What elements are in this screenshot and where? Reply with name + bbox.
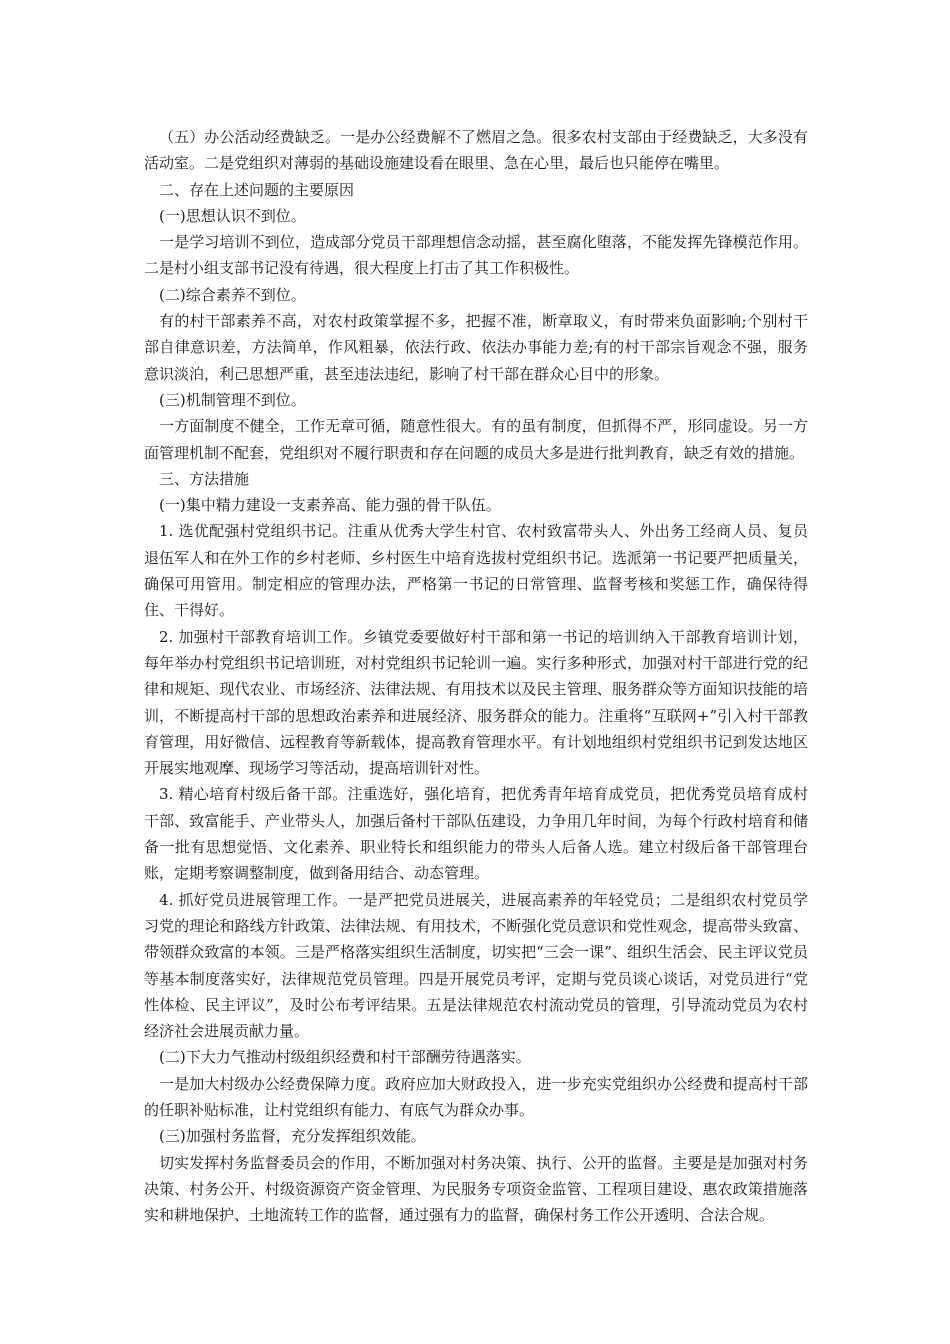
paragraph-supervision: 切实发挥村务监督委员会的作用，不断加强对村务决策、执行、公开的监督。主要是是加强对村务决策、村务公开、村级资源资产资金管理、为民服务专项资金监管、工程项目建设、惠农政策措施落实和耕地保护、土地流转工作的监督，通过强有力的监督，确保村务工作公开透明、合法合规。 <box>144 1153 808 1225</box>
paragraph-quality: 有的村干部素养不高，对农村政策掌握不多，把握不准，断章取义，有时带来负面影响;个别村干部自律意识差，方法简单，作风粗暴，依法行政、依法办事能力差;有的村干部宗旨观念不强，服务意识淡泊，利己思想严重，甚至违法违纪，影响了村干部在群众心目中的形象。 <box>144 312 808 383</box>
subheading-supervision: (三)加强村务监督，充分发挥组织效能。 <box>159 1127 426 1146</box>
section-heading-measures: 三、方法措施 <box>159 469 250 488</box>
subheading-team-building: (一)集中精力建设一支素养高、能力强的骨干队伍。 <box>159 496 501 515</box>
subheading-mechanism: (三)机制管理不到位。 <box>159 390 306 409</box>
section-heading-main-causes: 二、存在上述问题的主要原因 <box>159 180 355 199</box>
paragraph-funding-shortage: （五）办公活动经费缺乏。一是办公经费解不了燃眉之急。很多农村支部由于经费缺乏，大多没有活动室。二是党组织对薄弱的基础设施建设看在眼里、急在心里，最后也只能停在嘴里。 <box>144 128 808 173</box>
subheading-quality: (二)综合素养不到位。 <box>159 285 306 304</box>
paragraph-mechanism: 一方面制度不健全，工作无章可循，随意性很大。有的虽有制度，但抓得不严，形同虚设。另一方面管理机制不配套，党组织对不履行职责和存在问题的成员大多是进行批判教育，缺乏有效的措施。 <box>144 417 808 462</box>
paragraph-measure-3: 3. 精心培育村级后备干部。注重选好，强化培育，把优秀青年培育成党员，把优秀党员培育成村干部、致富能手、产业带头人，加强后备村干部队伍建设，力争用几年时间，为每个行政村培育和储备一批有思想觉悟、文化素养、职业特长和组织能力的带头人后备人选。建立村级后备干部管理台账，定期考察调整制度，做到备用结合、动态管理。 <box>144 785 808 883</box>
paragraph-funding: 一是加大村级办公经费保障力度。政府应加大财政投入，进一步充实党组织办公经费和提高村干部的任职补贴标准，让村党组织有能力、有底气为群众办事。 <box>144 1074 808 1119</box>
paragraph-measure-1: 1. 选优配强村党组织书记。注重从优秀大学生村官、农村致富带头人、外出务工经商人员、复员退伍军人和在外工作的乡村老师、乡村医生中培育选拔村党组织书记。选派第一书记要严把质量关，确保可用管用。制定相应的管理办法，严格第一书记的日常管理、监督考核和奖惩工作，确保待得住、干得好。 <box>144 522 808 620</box>
paragraph-ideology: 一是学习培训不到位，造成部分党员干部理想信念动摇，甚至腐化堕落，不能发挥先锋模范作用。二是村小组支部书记没有待遇，很大程度上打击了其工作积极性。 <box>144 233 808 278</box>
document-body <box>144 124 808 1228</box>
subheading-funding: (二)下大力气推动村级组织经费和村干部酬劳待遇落实。 <box>159 1048 531 1067</box>
paragraph-measure-2: 2. 加强村干部教育培训工作。乡镇党委要做好村干部和第一书记的培训纳入干部教育培训计划，每年举办村党组织书记培训班，对村党组织书记轮训一遍。实行多种形式，加强对村干部进行党的纪律和规矩、现代农业、市场经济、法律法规、有用技术以及民主管理、服务群众等方面知识技能的培训，不断提高村干部的思想政治素养和进展经济、服务群众的能力。注重将“互联网+”引入村干部教育管理，用好微信、远程教育等新载体，提高教育管理水平。有计划地组织村党组织书记到发达地区开展实地观摩、现场学习等活动，提高培训针对性。 <box>144 627 808 778</box>
subheading-ideology: (一)思想认识不到位。 <box>159 206 306 225</box>
paragraph-measure-4: 4. 抓好党员进展管理工作。一是严把党员进展关，进展高素养的年轻党员；二是组织农村党员学习党的理论和路线方针政策、法律法规、有用技术，不断强化党员意识和党性观念，提高带头致富、带领群众致富的本领。三是严格落实组织生活制度，切实把“三会一课”、组织生活会、民主评议党员等基本制度落实好，法律规范党员管理。四是开展党员考评，定期与党员谈心谈话，对党员进行“党性体检、民主评议”，及时公布考评结果。五是法律规范农村流动党员的管理，引导流动党员为农村经济社会进展贡献力量。 <box>144 890 808 1041</box>
